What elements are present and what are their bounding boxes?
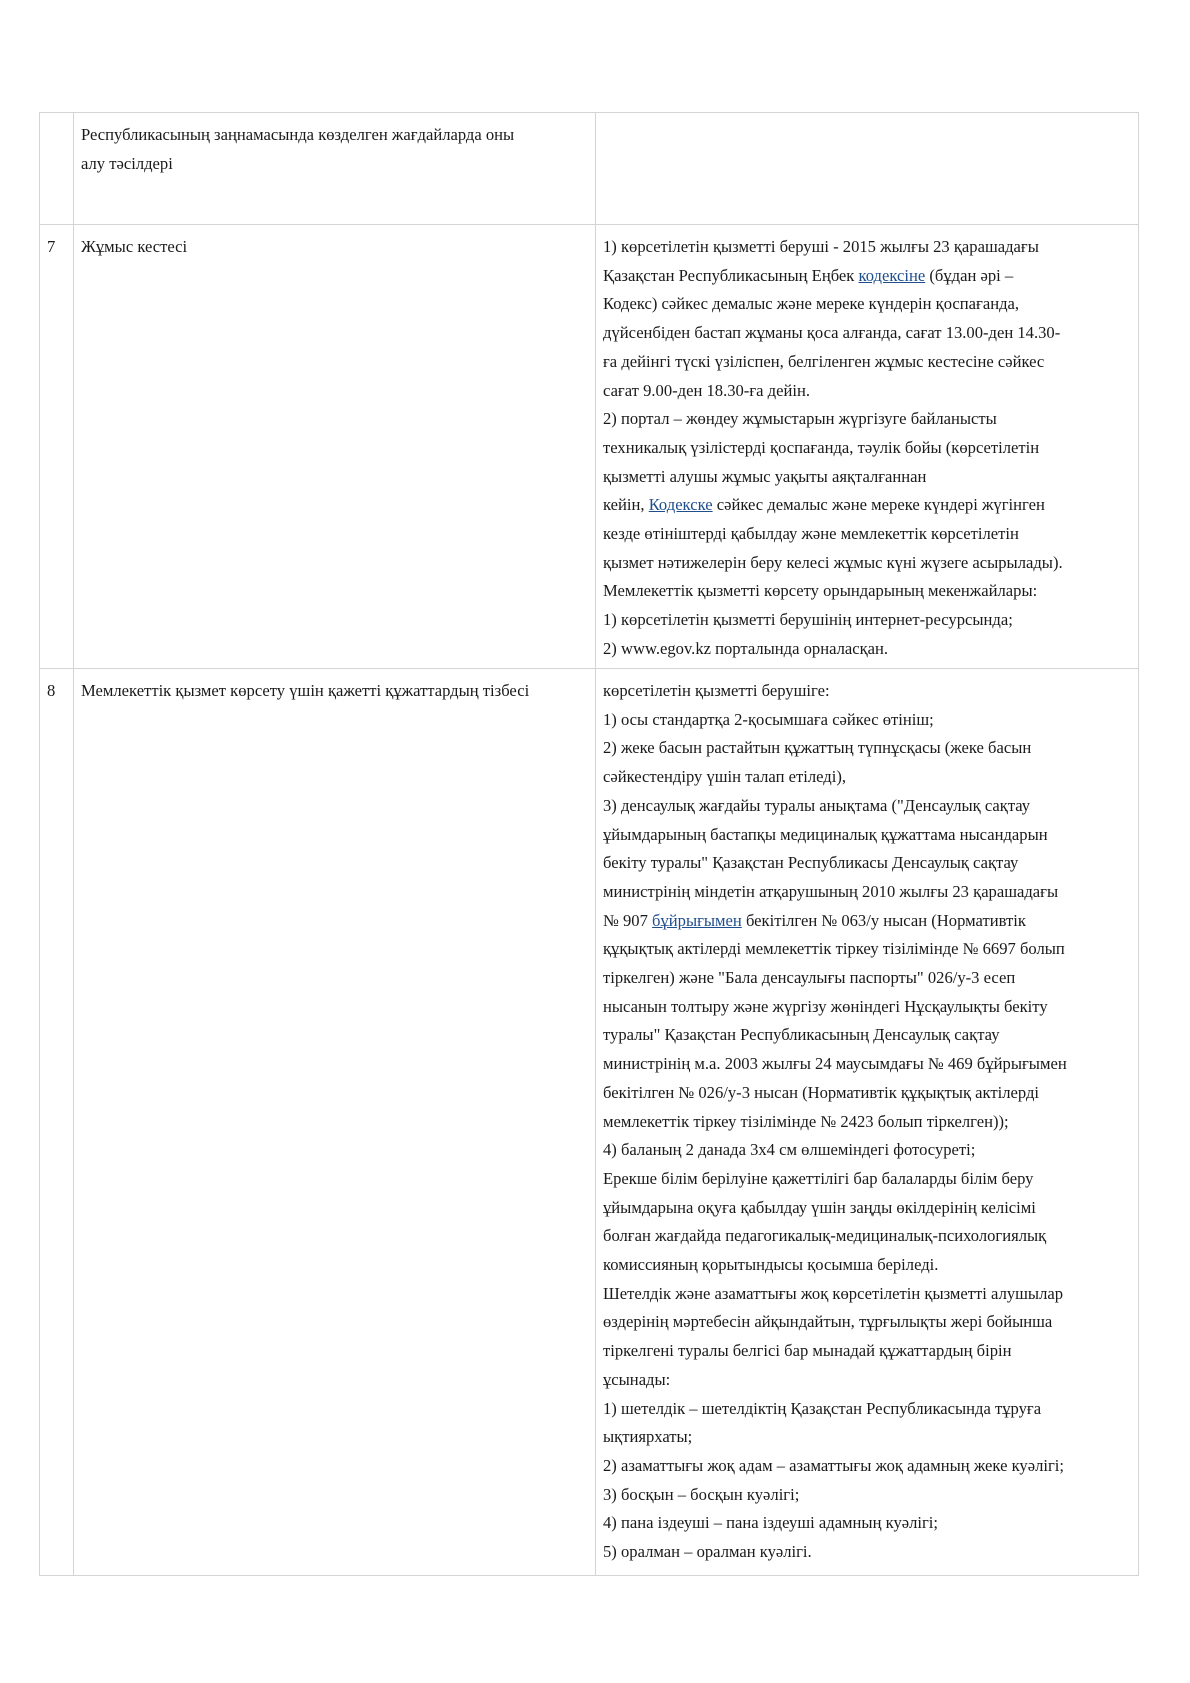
text-line: көрсетілетін қызметті берушіге: [603,681,830,700]
text-line: алу тәсілдері [81,153,173,173]
text-line: 3) босқын – босқын куәлігі; [603,1484,800,1504]
text-line: бекіту туралы" Қазақстан Республикасы Денсаулық сақтау [603,853,1019,873]
text-line: дүйсенбіден бастап жұманы қоса алғанда, сағат 13.00-ден 14.30- [603,323,1061,343]
text-line: 1) көрсетілетін қызметті берушінің интернет-ресурсында; [603,610,1013,630]
text-line: Шетелдік және азаматтығы жоқ көрсетілетін қызметті алушылар [603,1283,1064,1303]
service-standard-table [39,112,1139,1576]
row-name-cell [74,669,596,1576]
text-line: 4) пана іздеуші – пана іздеуші адамның куәлігі; [603,1513,939,1533]
text-line: нысанын толтыру және жүргізу жөніндегі Нұсқаулықты бекіту [603,996,1048,1016]
text-line: 2) портал – жөндеу жұмыстарын жүргізуге байланысты [603,409,997,429]
text-line: туралы" Қазақстан Республикасының Денсаулық сақтау [603,1025,1000,1045]
text-line: 2) азаматтығы жоқ адам – азаматтығы жоқ адамның жеке куәлігі; [603,1455,1064,1475]
labor-code-link[interactable]: кодексіне [858,265,926,285]
text-line: 3) денсаулық жағдайы туралы анықтама ("Денсаулық сақтау [603,795,1031,815]
row-value-cell [596,669,1139,1576]
text-line: Республикасының заңнамасында көзделген жағдайларда оны [81,125,515,144]
text-segment: Қазақстан Республикасының Еңбек [603,265,859,285]
text-line: комиссияның қорытындысы қосымша беріледі. [603,1255,939,1275]
text-line: тіркелгені туралы белгісі бар мынадай құжаттардың бірін [603,1341,1012,1361]
text-line: 1) осы стандартқа 2-қосымшаға сәйкес өтініш; [603,709,934,729]
code-link[interactable]: Кодекске [648,495,713,515]
text-line: кезде өтініштерді қабылдау және мемлекеттік көрсетілетін [603,524,1019,544]
text-line: техникалық үзілістерді қоспағанда, тәулік бойы (көрсетілетін [603,437,1040,457]
text-line: министрінің м.а. 2003 жылғы 24 маусымдағы № 469 бұйрығымен [603,1054,1067,1074]
text-segment: бекітілген № 063/у нысан (Нормативтік [741,910,1026,930]
text-line: Кодекс) сәйкес демалыс және мереке күндерін қоспағанда, [603,294,1020,314]
text-line: болған жағдайда педагогикалық-медициналық-психологиялық [603,1226,1047,1246]
row-name-cell [74,225,596,669]
row-value-cell [596,225,1139,669]
text-line: тіркелген) және "Бала денсаулығы паспорты" 026/у-3 есеп [603,968,1016,988]
text-line: Мемлекеттік қызметті көрсету орындарының мекенжайлары: [603,581,1038,601]
text-segment: (бұдан әрі – [925,265,1014,285]
text-line: 1) көрсетілетін қызметті беруші - 2015 жылғы 23 қарашадағы [603,237,1039,256]
text-line: ұйымдарының бастапқы медициналық құжаттама нысандарын [603,824,1048,844]
text-line: өздерінің мәртебесін айқындайтын, тұрғылықты жері бойынша [603,1312,1053,1332]
text-line-with-link [603,262,1131,291]
table-row [40,669,1139,1576]
text-line-with-link [603,491,1131,520]
text-line: Ерекше білім берілуіне қажеттілігі бар балаларды білім беру [603,1168,1034,1188]
text-line: Мемлекеттік қызмет көрсету үшін қажетті құжаттардың тізбесі [81,681,530,700]
text-line: 1) шетелдік – шетелдіктің Қазақстан Республикасында тұруға [603,1398,1042,1418]
text-line: қызметті алушы жұмыс уақыты аяқталғаннан [603,466,927,486]
row-number [40,113,74,225]
table-row [40,113,1139,225]
text-line: ға дейінгі түскі үзіліспен, белгіленген жұмыс кестесіне сәйкес [603,351,1045,371]
row-number: 7 [40,225,74,669]
text-line: сәйкестендіру үшін талап етіледі), [603,767,846,787]
text-line: 5) оралман – оралман куәлігі. [603,1542,812,1562]
text-line: министрінің міндетін атқарушының 2010 жылғы 23 қарашадағы [603,881,1059,901]
text-line: 4) баланың 2 данада 3x4 см өлшеміндегі фотосуреті; [603,1140,976,1160]
text-segment: сәйкес демалыс және мереке күндері жүгінген [712,495,1045,515]
text-line: 2) www.egov.kz порталында орналасқан. [603,638,889,658]
text-line: қызмет нәтижелерін беру келесі жұмыс күні жүзеге асырылады). [603,552,1063,572]
text-line: 2) жеке басын растайтын құжаттың түпнұсқасы (жеке басын [603,738,1032,758]
text-line-with-link [603,907,1131,936]
table-row [40,225,1139,669]
text-line: ықтиярхаты; [603,1427,693,1447]
row-name-cell [74,113,596,225]
text-line: ұсынады: [603,1369,671,1389]
text-line: ұйымдарына оқуға қабылдау үшін заңды өкілдерінің келісімі [603,1197,1036,1217]
row-value-cell [596,113,1139,225]
row-number: 8 [40,669,74,1576]
text-line: бекітілген № 026/у-3 нысан (Нормативтік құқықтық актілерді [603,1082,1040,1102]
order-link[interactable]: бұйрығымен [652,910,742,930]
text-line: Жұмыс кестесі [81,237,188,256]
text-line: мемлекеттік тіркеу тізілімінде № 2423 болып тіркелген)); [603,1111,1009,1131]
text-segment: кейін, [603,495,649,515]
text-line: сағат 9.00-ден 18.30-ға дейін. [603,380,810,400]
text-line: құқықтық актілерді мемлекеттік тіркеу тізілімінде № 6697 болып [603,939,1065,959]
text-segment: № 907 [603,910,653,930]
